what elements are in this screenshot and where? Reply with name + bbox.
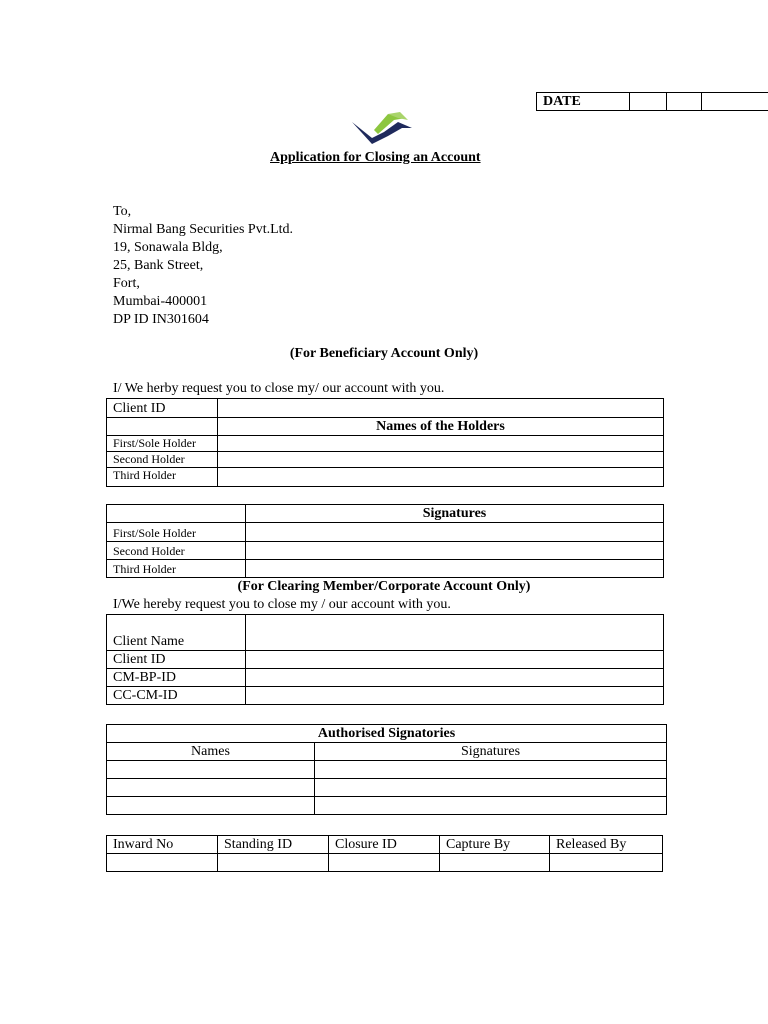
address-line: DP ID IN301604 (113, 312, 209, 327)
office-column-header: Capture By (440, 836, 550, 854)
clearing-field-label: CM-BP-ID (107, 669, 246, 687)
clearing-field-input[interactable] (246, 669, 664, 687)
authorised-signatories-table (106, 724, 667, 815)
date-cell-3[interactable] (702, 93, 768, 111)
date-table (536, 92, 768, 111)
signatory-name-field[interactable] (107, 797, 315, 815)
office-column-header: Standing ID (218, 836, 329, 854)
address-line: To, (113, 204, 132, 219)
blank-label-cell (107, 418, 218, 436)
clearing-field-label: Client Name (107, 615, 246, 651)
signature-holder-label: First/Sole Holder (107, 523, 246, 542)
beneficiary-heading: (For Beneficiary Account Only) (289, 346, 479, 361)
signatures-heading: Signatures (246, 505, 664, 523)
holder-name-field[interactable] (218, 468, 664, 487)
address-line: 19, Sonawala Bldg, (113, 240, 223, 255)
holder-label: First/Sole Holder (107, 436, 218, 452)
office-column-header: Closure ID (329, 836, 440, 854)
holder-name-field[interactable] (218, 452, 664, 468)
signatures-table (106, 504, 664, 578)
date-cell-2[interactable] (667, 93, 702, 111)
clearing-field-label: CC-CM-ID (107, 687, 246, 705)
authorised-heading: Authorised Signatories (107, 725, 667, 743)
address-line: Mumbai-400001 (113, 294, 208, 309)
signature-holder-label: Third Holder (107, 560, 246, 578)
clearing-field-label: Client ID (107, 651, 246, 669)
names-column-header: Names (107, 743, 315, 761)
clearing-table (106, 614, 664, 705)
signature-field[interactable] (246, 523, 664, 542)
holder-label: Second Holder (107, 452, 218, 468)
clearing-field-input[interactable] (246, 615, 664, 651)
client-id-field[interactable] (218, 399, 664, 418)
page-title: Application for Closing an Account (270, 150, 481, 165)
signature-field[interactable] (246, 542, 664, 560)
clearing-request-text: I/We hereby request you to close my / our account with you. (113, 597, 451, 612)
office-column-header: Released By (550, 836, 663, 854)
signatures-column-header: Signatures (315, 743, 667, 761)
names-heading: Names of the Holders (218, 418, 664, 436)
clearing-field-input[interactable] (246, 687, 664, 705)
standing-id-field[interactable] (218, 854, 329, 872)
signatory-signature-field[interactable] (315, 761, 667, 779)
address-line: Fort, (113, 276, 140, 291)
holder-label: Third Holder (107, 468, 218, 487)
beneficiary-table (106, 398, 664, 487)
address-line: 25, Bank Street, (113, 258, 204, 273)
signature-holder-label: Second Holder (107, 542, 246, 560)
office-column-header: Inward No (107, 836, 218, 854)
address-line: Nirmal Bang Securities Pvt.Ltd. (113, 222, 294, 237)
date-label: DATE (537, 93, 630, 111)
closure-id-field[interactable] (329, 854, 440, 872)
clearing-field-input[interactable] (246, 651, 664, 669)
capture-by-field[interactable] (440, 854, 550, 872)
clearing-heading: (For Clearing Member/Corporate Account Only) (237, 579, 531, 594)
date-cell-1[interactable] (630, 93, 667, 111)
signature-field[interactable] (246, 560, 664, 578)
company-logo-icon (348, 108, 420, 148)
released-by-field[interactable] (550, 854, 663, 872)
signatory-signature-field[interactable] (315, 779, 667, 797)
signatory-signature-field[interactable] (315, 797, 667, 815)
client-id-label: Client ID (107, 399, 218, 418)
signatory-name-field[interactable] (107, 779, 315, 797)
inward-no-field[interactable] (107, 854, 218, 872)
signatory-name-field[interactable] (107, 761, 315, 779)
beneficiary-request-text: I/ We herby request you to close my/ our account with you. (113, 381, 445, 396)
office-use-table (106, 835, 663, 872)
blank-label-cell (107, 505, 246, 523)
holder-name-field[interactable] (218, 436, 664, 452)
address-block (113, 203, 413, 329)
